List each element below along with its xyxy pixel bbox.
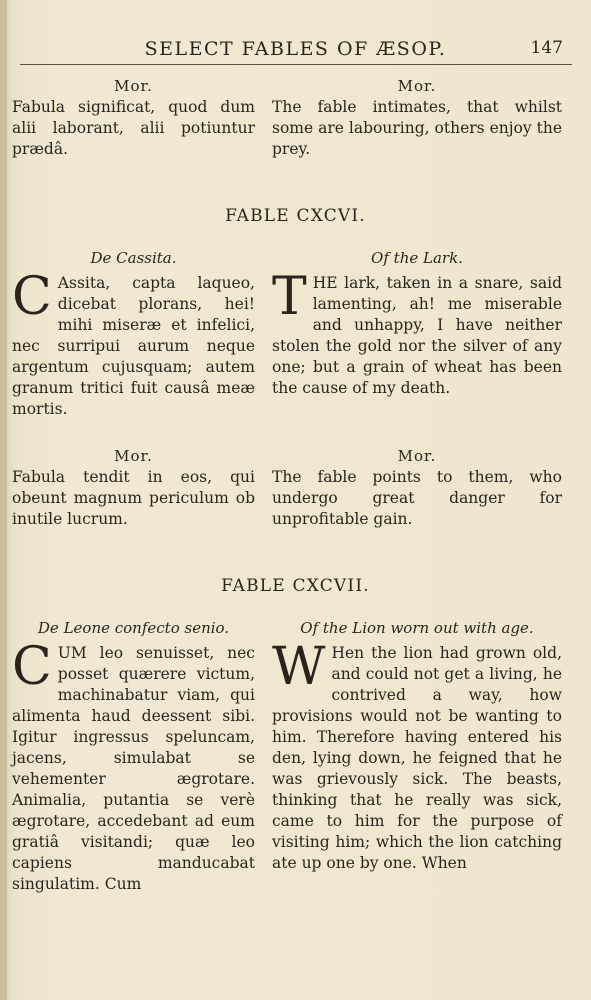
top-right-column — [272, 76, 562, 160]
fable-196-latin — [12, 248, 255, 420]
page-number: 147 — [530, 38, 563, 58]
moral-text-latin: Fabula significat, quod dum alii laborant, alii potiuntur prædâ. — [12, 98, 255, 158]
fable-body-text: UM leo senuisset, nec posset quærere victum, machinabatur viam, qui alimenta haud deessent sibi. Igitur ingressus speluncam, jacens, simulabat se vehementer ægrotare. Animalia, putantia se verè ægrotare, accedebant ad eum gratiâ visitandi; quæ leo capiens manducabat singulatim. Cum — [12, 644, 255, 893]
header-rule — [20, 64, 572, 65]
fable-heading-english: Of the Lark. — [371, 249, 463, 267]
top-left-column — [12, 76, 255, 160]
fable-title: FABLE CXCVII. — [221, 576, 370, 596]
moral-text-english: The fable points to them, who undergo great danger for unprofitable gain. — [272, 468, 562, 528]
fable-body-english — [272, 267, 562, 399]
fable-body-english — [272, 637, 562, 874]
fable-body-latin — [12, 267, 255, 420]
fable-196-moral-english — [272, 446, 562, 530]
fable-body-text: HE lark, taken in a snare, said lamenting, ah! me miserable and unhappy, I have neither stolen the gold nor the silver of any one; but a grain of wheat has been the cause of my death. — [272, 274, 562, 397]
moral-text-latin: Fabula tendit in eos, qui obeunt magnum periculum ob inutile lucrum. — [12, 468, 255, 528]
drop-cap: W — [272, 637, 326, 697]
fable-body-latin — [12, 637, 255, 895]
moral-label: Mor. — [114, 447, 153, 465]
fable-196-moral-latin — [12, 446, 255, 530]
fable-body-text: Hen the lion had grown old, and could not get a living, he contrived a way, how provisions would not be wanting to him. Therefore having entered his den, lying down, he feigned that he was grievously sick. The beasts, thinking that he really was sick, came to him for the purpose of visiting him; which the lion catching ate up one by one. When — [272, 644, 562, 872]
running-head: SELECT FABLES OF ÆSOP. — [144, 38, 447, 60]
moral-label: Mor. — [397, 77, 437, 95]
fable-heading-english: Of the Lion worn out with age. — [300, 619, 534, 637]
fable-197-english — [272, 618, 562, 874]
page-gutter — [0, 0, 7, 1000]
drop-cap: C — [12, 637, 52, 697]
fable-heading-latin: De Leone confecto senio. — [37, 619, 230, 637]
fable-197-latin — [12, 618, 255, 895]
fable-title: FABLE CXCVI. — [225, 206, 366, 226]
moral-label: Mor. — [114, 77, 153, 95]
moral-label: Mor. — [397, 447, 437, 465]
drop-cap: T — [272, 267, 307, 327]
fable-heading-latin: De Cassita. — [90, 249, 177, 267]
fable-body-text: Assita, capta laqueo, dicebat plorans, hei! mihi miseræ et infelici, nec surripui aurum neque argentum cujusquam; autem granum tritici fuit causâ meæ mortis. — [12, 274, 255, 418]
moral-text-english: The fable intimates, that whilst some are labouring, others enjoy the prey. — [272, 98, 562, 158]
fable-196-english — [272, 248, 562, 399]
drop-cap: C — [12, 267, 52, 327]
